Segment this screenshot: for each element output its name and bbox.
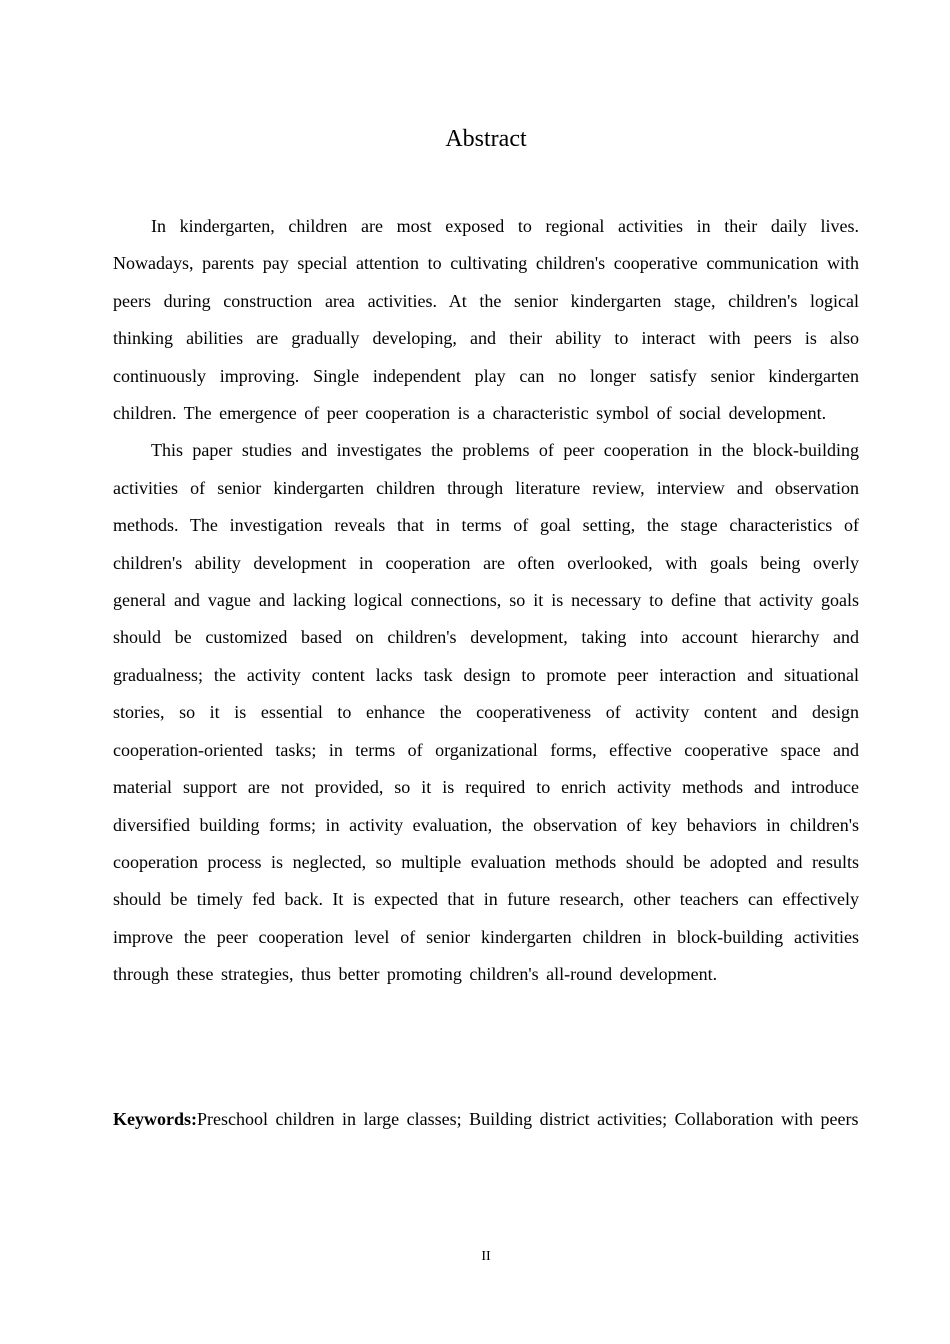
page-number: II — [481, 1249, 491, 1264]
abstract-paragraph-1: In kindergarten, children are most exposed to regional activities in their daily lives. Nowadays, parents pay special attention to cultivating children's cooperative communication with peers during construction area activities. At the senior kindergarten stage, children's logical thinking abilities are gradually developing, and their ability to interact with peers is also continuously improving. Single independent play can no longer satisfy senior kindergarten children. The emergence of peer cooperation is a characteristic symbol of social development. — [113, 216, 859, 424]
keywords-label: Keywords: — [113, 1109, 197, 1129]
keywords-line — [113, 1101, 859, 1138]
keywords-text: Preschool children in large classes; Building district activities; Collaboration with peers — [197, 1109, 859, 1129]
page-title: Abstract — [445, 126, 527, 152]
abstract-body — [113, 208, 859, 994]
abstract-paragraph-2: This paper studies and investigates the problems of peer cooperation in the block-building activities of senior kindergarten children through literature review, interview and observation methods. The investigation reveals that in terms of goal setting, the stage characteristics of children's ability development in cooperation are often overlooked, with goals being overly general and vague and lacking logical connections, so it is necessary to define that activity goals should be customized based on children's development, taking into account hierarchy and gradualness; the activity content lacks task design to promote peer interaction and situational stories, so it is essential to enhance the cooperativeness of activity content and design cooperation-oriented tasks; in terms of organizational forms, effective cooperative space and material support are not provided, so it is required to enrich activity methods and introduce diversified building forms; in activity evaluation, the observation of key behaviors in children's cooperation process is neglected, so multiple evaluation methods should be adopted and results should be timely fed back. It is expected that in future research, other teachers can effectively improve the peer cooperation level of senior kindergarten children in block-building activities through these strategies, thus better promoting children's all-round development. — [113, 440, 859, 985]
